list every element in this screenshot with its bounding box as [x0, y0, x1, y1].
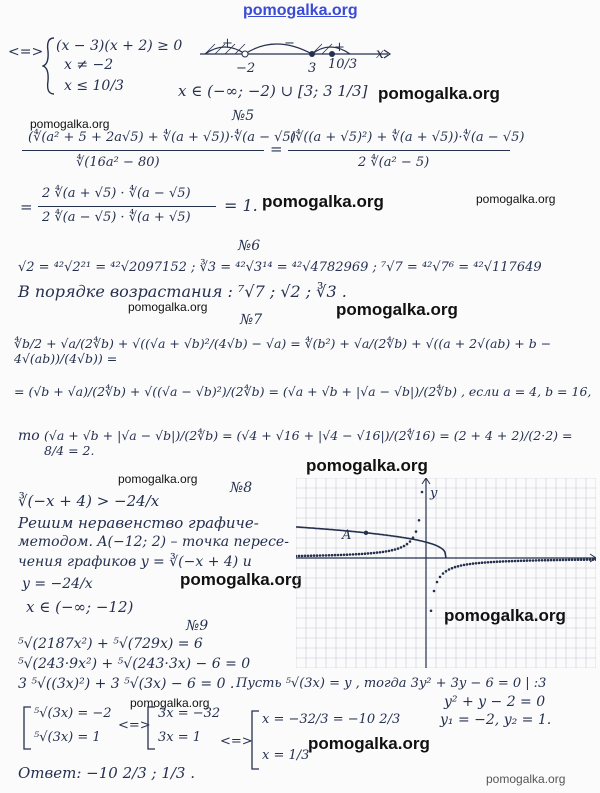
hyperbola-right-branch-dot [556, 559, 559, 562]
hyperbola-left-branch-dot [316, 554, 319, 557]
task5-step-numerator: 2 ∜(a + √5) · ∜(a − √5) [42, 186, 191, 201]
task9-case2a: 3x = −32 [158, 706, 221, 721]
task5-equals-2: = [20, 198, 33, 216]
hyperbola-right-branch-dot [571, 559, 574, 562]
task5-rhs-numerator: (∜((a + √5)²) + ∜(a + √5))·∜(a − √5) [290, 130, 525, 145]
hyperbola-left-branch-dot [418, 519, 421, 522]
hyperbola-right-branch-dot [505, 560, 508, 563]
hyperbola-left-branch-dot [337, 554, 340, 557]
hyperbola-right-branch-dot [454, 566, 457, 569]
hyperbola-left-branch-dot [358, 553, 361, 556]
hyperbola-right-branch-dot [451, 567, 454, 570]
watermark[interactable]: pomogalka.org [130, 696, 210, 710]
hyperbola-left-branch-dot [391, 549, 394, 552]
hyperbola-right-branch-dot [490, 561, 493, 564]
hyperbola-left-branch-dot [298, 555, 301, 558]
task8-graph [296, 478, 596, 668]
hyperbola-left-branch-dot [361, 553, 364, 556]
hyperbola-right-branch-dot [457, 565, 460, 568]
task7-line3-prefix: то [18, 428, 40, 444]
task4-sign-minus: − [284, 36, 295, 51]
hyperbola-right-branch-dot [544, 559, 547, 562]
task9-quadratic: y² + y − 2 = 0 [444, 694, 546, 710]
watermark-top[interactable]: pomogalka.org [243, 2, 358, 19]
task4-equivalence: <=> [8, 44, 44, 60]
hyperbola-left-branch-dot [400, 546, 403, 549]
task4-line1: (x − 3)(x + 2) ≥ 0 [56, 38, 183, 54]
hyperbola-right-branch-dot [508, 560, 511, 563]
task5-lhs-numerator: (∜(a² + 5 + 2a√5) + ∜(a + √5))·∜(a − √5) [28, 130, 296, 145]
watermark[interactable]: pomogalka.org [308, 734, 430, 753]
hyperbola-left-branch-dot [382, 551, 385, 554]
intersection-point-a [364, 531, 368, 535]
hyperbola-right-branch-dot [502, 560, 505, 563]
task5-result: = 1. [224, 196, 258, 215]
hyperbola-right-branch-dot [565, 559, 568, 562]
hyperbola-left-branch-dot [412, 536, 415, 539]
task9-number: №9 [186, 618, 209, 634]
task9-case3b: x = 1/3 [262, 748, 310, 763]
hyperbola-left-branch-dot [325, 554, 328, 557]
hyperbola-right-branch-dot [472, 562, 475, 565]
hyperbola-right-branch-dot [496, 560, 499, 563]
task4-sign-plus-left: + [222, 36, 233, 51]
task6-number: №6 [238, 238, 261, 254]
watermark[interactable]: pomogalka.org [30, 117, 110, 131]
hyperbola-left-branch-dot [346, 553, 349, 556]
watermark[interactable]: pomogalka.org [336, 300, 458, 319]
hyperbola-right-branch-dot [520, 560, 523, 563]
hyperbola-right-branch-dot [514, 560, 517, 563]
task8-graph-y-label: y [430, 486, 438, 501]
hyperbola-right-branch-dot [574, 559, 577, 562]
hyperbola-left-branch-dot [367, 552, 370, 555]
hyperbola-left-branch-dot [394, 548, 397, 551]
watermark[interactable]: pomogalka.org [486, 772, 566, 786]
task9-case3a: x = −32/3 = −10 2/3 [262, 712, 401, 727]
hyperbola-right-branch-dot [463, 564, 466, 567]
hyperbola-left-branch-dot [379, 551, 382, 554]
hyperbola-right-branch-dot [547, 559, 550, 562]
hyperbola-right-branch-dot [430, 610, 433, 613]
hyperbola-left-branch-dot [352, 553, 355, 556]
hyperbola-right-branch-dot [562, 559, 565, 562]
hyperbola-left-branch-dot [310, 554, 313, 557]
watermark[interactable]: pomogalka.org [128, 300, 208, 314]
hyperbola-right-branch-dot [592, 558, 595, 561]
hyperbola-left-branch-dot [421, 491, 424, 494]
task9-line3: 3 ⁵√((3x)²) + 3 ⁵√(3x) − 6 = 0 . [18, 676, 235, 692]
hyperbola-right-branch-dot [469, 563, 472, 566]
hyperbola-right-branch-dot [493, 561, 496, 564]
hyperbola-right-branch-dot [448, 568, 451, 571]
hyperbola-right-branch-dot [526, 559, 529, 562]
hyperbola-left-branch-dot [343, 554, 346, 557]
task5-lhs-denominator: ∜(16a² − 80) [76, 155, 160, 170]
hyperbola-right-branch-dot [460, 564, 463, 567]
hyperbola-right-branch-dot [475, 562, 478, 565]
task7-line2: = (√b + √a)/(2∜b) + √((√a − √b)²)/(2∜b) = (√a + √b + |√a − √b|)/(2∜b) , если a = 4, b = 16, [14, 384, 592, 399]
task9-answer: Ответ: −10 2/3 ; 1/3 . [18, 764, 196, 782]
hyperbola-right-branch-dot [559, 559, 562, 562]
task8-text2: методом. A(−12; 2) – точка пересе- [18, 534, 289, 550]
hyperbola-left-branch-dot [385, 550, 388, 553]
hyperbola-right-branch-dot [442, 572, 445, 575]
task5-rhs-denominator: 2 ∜(a² − 5) [358, 155, 430, 170]
task9-line1: ⁵√(2187x²) + ⁵√(729x) = 6 [18, 636, 203, 652]
hyperbola-left-branch-dot [319, 554, 322, 557]
hyperbola-left-branch-dot [313, 554, 316, 557]
task5-fraction-bar-3 [38, 206, 216, 207]
hyperbola-right-branch-dot [439, 576, 442, 579]
hyperbola-right-branch-dot [553, 559, 556, 562]
task9-bracket-1 [22, 706, 32, 750]
hyperbola-left-branch-dot [322, 554, 325, 557]
task5-number: №5 [232, 108, 255, 124]
hyperbola-right-branch-dot [478, 562, 481, 565]
task7-number: №7 [240, 312, 263, 328]
hyperbola-right-branch-dot [583, 558, 586, 561]
hyperbola-left-branch-dot [296, 555, 297, 558]
task9-line2: ⁵√(243·9x²) + ⁵√(243·3x) − 6 = 0 [18, 656, 251, 672]
watermark[interactable]: pomogalka.org [444, 606, 566, 625]
task9-roots: y₁ = −2, y₂ = 1. [440, 712, 552, 728]
hyperbola-left-branch-dot [304, 555, 307, 558]
hyperbola-left-branch-dot [355, 553, 358, 556]
watermark[interactable]: pomogalka.org [378, 84, 500, 103]
task4-axis-minus2: −2 [236, 61, 256, 76]
hyperbola-left-branch-dot [334, 554, 337, 557]
task9-arrow-1: <=> [118, 718, 151, 733]
hyperbola-left-branch-dot [307, 555, 310, 558]
hyperbola-right-branch-dot [523, 559, 526, 562]
task4-axis-x: x [376, 46, 384, 62]
task9-case1a: ⁵√(3x) = −2 [34, 706, 112, 721]
task4-sign-plus-right: + [334, 40, 345, 55]
task9-substitution: Пусть ⁵√(3x) = y , тогда 3y² + 3y − 6 = 0 | :3 [236, 676, 547, 691]
task8-number: №8 [230, 480, 253, 496]
hyperbola-left-branch-dot [370, 552, 373, 555]
task5-fraction-bar-1 [22, 150, 264, 151]
hyperbola-left-branch-dot [397, 547, 400, 550]
task4-answer: x ∈ (−∞; −2) ∪ [3; 3 1/3] [178, 82, 368, 100]
task9-case2b: 3x = 1 [158, 730, 202, 745]
hyperbola-right-branch-dot [580, 558, 583, 561]
hyperbola-right-branch-dot [541, 559, 544, 562]
task5-fraction-bar-2 [288, 150, 510, 151]
task8-text4: y = −24/x [22, 576, 93, 592]
task4-axis-10-3: 10/3 [328, 57, 358, 72]
hyperbola-right-branch-dot [550, 559, 553, 562]
hyperbola-right-branch-dot [487, 561, 490, 564]
hyperbola-right-branch-dot [538, 559, 541, 562]
task8-text1: Решим неравенство графиче- [18, 514, 259, 532]
hyperbola-right-branch-dot [535, 559, 538, 562]
task6-line: √2 = ⁴²√2²¹ = ⁴²√2097152 ; ∛3 = ⁴²√3¹⁴ = ⁴²√4782969 ; ⁷√7 = ⁴²√7⁶ = ⁴²√117649 [18, 260, 542, 275]
hyperbola-left-branch-dot [403, 545, 406, 548]
hyperbola-right-branch-dot [517, 560, 520, 563]
hyperbola-right-branch-dot [586, 558, 589, 561]
hyperbola-right-branch-dot [433, 590, 436, 593]
hyperbola-right-branch-dot [577, 558, 580, 561]
task8-text3: чения графиков y = ∛(−x + 4) и [18, 554, 252, 570]
hyperbola-left-branch-dot [409, 540, 412, 543]
task4-system-brace [42, 36, 56, 96]
task5-equals-1: = [270, 140, 283, 158]
hyperbola-right-branch-dot [466, 563, 469, 566]
task9-case1b: ⁵√(3x) = 1 [34, 730, 101, 745]
hyperbola-right-branch-dot [484, 561, 487, 564]
task5-step-denominator: 2 ∜(a − √5) · ∜(a + √5) [42, 210, 191, 225]
task9-arrow-2: <=> [220, 734, 253, 749]
task8-answer: x ∈ (−∞; −12) [26, 598, 134, 616]
task7-line3: (√a + √b + |√a − √b|)/(2∜b) = (√4 + √16 + |√4 − √16|)/(2∜16) = (2 + 4 + 2)/(2·2) = 8/4 = 2. [44, 428, 573, 458]
task4-line2: x ≠ −2 [64, 57, 114, 73]
hyperbola-left-branch-dot [331, 554, 334, 557]
hyperbola-left-branch-dot [349, 553, 352, 556]
hyperbola-left-branch-dot [415, 530, 418, 533]
watermark[interactable]: pomogalka.org [306, 456, 428, 475]
hyperbola-left-branch-dot [364, 552, 367, 555]
hyperbola-right-branch-dot [445, 570, 448, 573]
hyperbola-left-branch-dot [340, 554, 343, 557]
task7-line1: ∜b/2 + √a/(2∜b) + √((√a + √b)²/(4√b) − √a) = ∜(b²) + √a/(2∜b) + √((a + 2√(ab) + b − 4√(ab))/(4√b)) = [14, 336, 552, 366]
hyperbola-left-branch-dot [301, 555, 304, 558]
hyperbola-left-branch-dot [406, 543, 409, 546]
hyperbola-right-branch-dot [511, 560, 514, 563]
hyperbola-right-branch-dot [529, 559, 532, 562]
hyperbola-right-branch-dot [436, 581, 439, 584]
hyperbola-right-branch-dot [589, 558, 592, 561]
task9-bracket-3 [250, 710, 260, 770]
watermark[interactable]: pomogalka.org [262, 192, 384, 211]
hyperbola-right-branch-dot [568, 559, 571, 562]
watermark[interactable]: pomogalka.org [118, 472, 198, 486]
watermark[interactable]: pomogalka.org [476, 192, 556, 206]
task4-axis-3: 3 [308, 61, 317, 76]
task9-bracket-2 [146, 706, 156, 750]
hyperbola-right-branch-dot [481, 561, 484, 564]
hyperbola-left-branch-dot [376, 551, 379, 554]
hyperbola-left-branch-dot [373, 552, 376, 555]
watermark[interactable]: pomogalka.org [180, 570, 302, 589]
hyperbola-left-branch-dot [328, 554, 331, 557]
task4-line3: x ≤ 10/3 [64, 78, 124, 94]
task8-inequality: ∛(−x + 4) > −24/x [18, 492, 160, 510]
hyperbola-right-branch-dot [499, 560, 502, 563]
task8-graph-point-label: A [342, 528, 352, 543]
task6-order: В порядке возрастания : ⁷√7 ; √2 ; ∛3 . [18, 282, 347, 301]
hyperbola-left-branch-dot [388, 550, 391, 553]
hyperbola-right-branch-dot [532, 559, 535, 562]
